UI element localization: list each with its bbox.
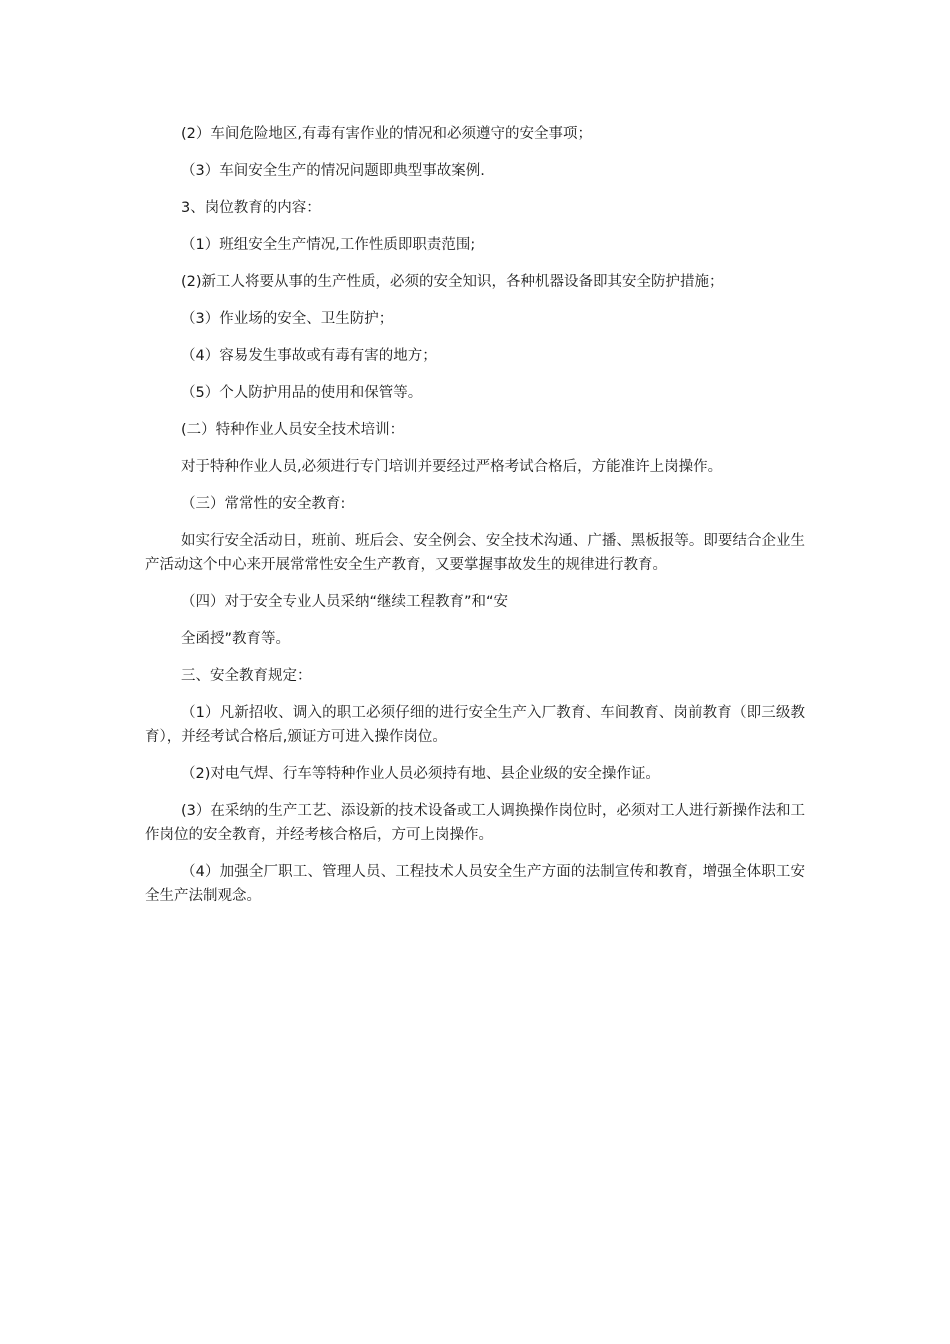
paragraph-19: （4）加强全厂职工、管理人员、工程技术人员安全生产方面的法制宣传和教育，增强全体职工安全生产法制观念。 bbox=[145, 864, 805, 904]
paragraph-12: 如实行安全活动日，班前、班后会、安全例会、安全技术沟通、广播、黑板报等。即要结合企业生产活动这个中心来开展常常性安全生产教育，又要掌握事故发生的规律进行教育。 bbox=[145, 533, 805, 573]
paragraph-1: (2）车间危险地区,有毒有害作业的情况和必须遵守的安全事项； bbox=[181, 126, 592, 142]
paragraph-15: 三、安全教育规定： bbox=[181, 668, 312, 684]
paragraph-11: （三）常常性的安全教育: bbox=[181, 496, 346, 512]
paragraph-7: （4）容易发生事故或有毒有害的地方； bbox=[181, 348, 437, 364]
paragraph-10: 对于特种作业人员,必须进行专门培训并要经过严格考试合格后，方能准许上岗操作。 bbox=[181, 459, 723, 475]
paragraph-8: （5）个人防护用品的使用和保管等。 bbox=[181, 385, 423, 401]
paragraph-17: （2)对电气焊、行车等特种作业人员必须持有地、县企业级的安全操作证。 bbox=[181, 766, 660, 782]
paragraph-2: （3）车间安全生产的情况问题即典型事故案例. bbox=[181, 163, 485, 179]
paragraph-3: 3、岗位教育的内容： bbox=[181, 200, 321, 216]
paragraph-9: (二）特种作业人员安全技术培训： bbox=[181, 422, 405, 438]
paragraph-5: (2)新工人将要从事的生产性质，必须的安全知识，各种机器设备即其安全防护措施； bbox=[181, 274, 724, 290]
paragraph-16: （1）凡新招收、调入的职工必须仔细的进行安全生产入厂教育、车间教育、岗前教育（即三级教育），并经考试合格后,颁证方可进入操作岗位。 bbox=[145, 705, 805, 745]
paragraph-6: （3）作业场的安全、卫生防护； bbox=[181, 311, 394, 327]
document-page bbox=[145, 122, 805, 921]
paragraph-14: 全函授”教育等。 bbox=[181, 631, 291, 647]
paragraph-13: （四）对于安全专业人员采纳“继续工程教育”和“安 bbox=[181, 594, 509, 610]
paragraph-4: （1）班组安全生产情况,工作性质即职责范围; bbox=[181, 237, 476, 253]
paragraph-18: (3）在采纳的生产工艺、添设新的技术设备或工人调换操作岗位时，必须对工人进行新操作法和工作岗位的安全教育，并经考核合格后，方可上岗操作。 bbox=[145, 803, 805, 843]
